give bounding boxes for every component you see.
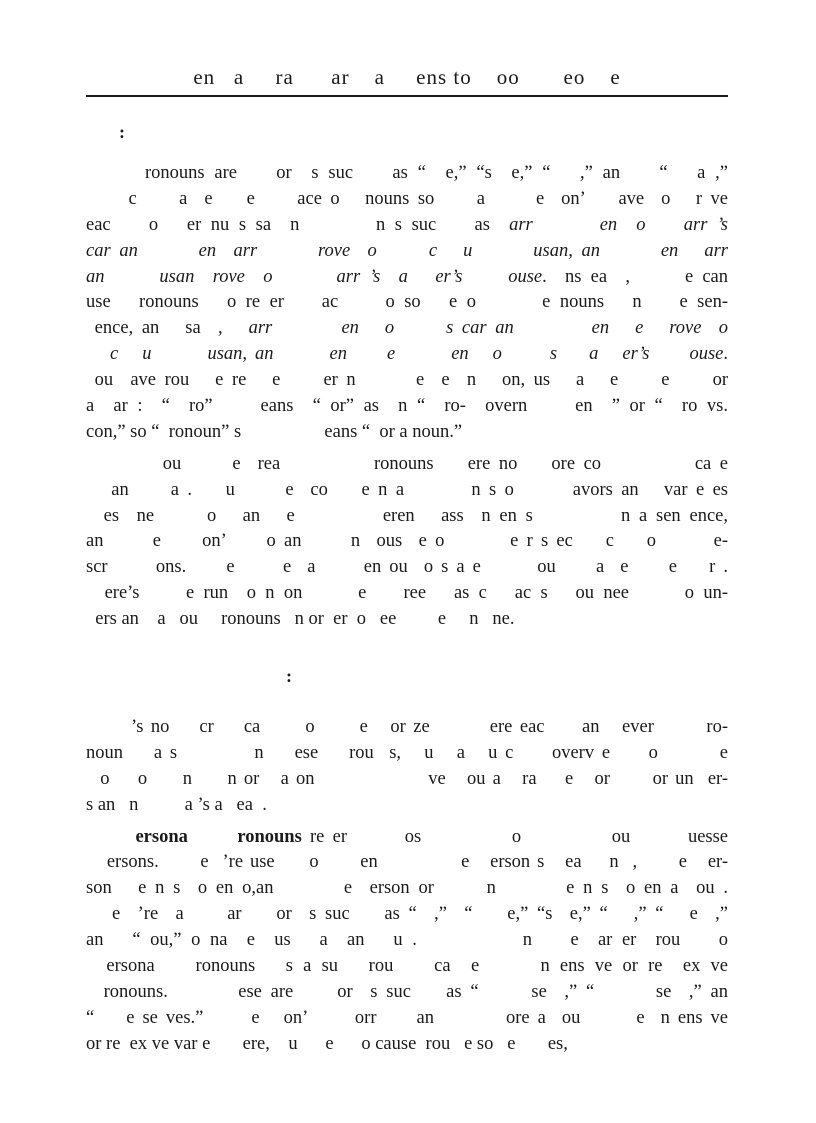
text-line xyxy=(86,213,728,239)
text-line xyxy=(86,954,728,980)
text-run: con,” so “ ronoun” s eans “ or a noun.” xyxy=(86,421,463,442)
text-line xyxy=(86,420,728,446)
text-line xyxy=(86,394,728,420)
italic-run: an usan rove o arr ’s a er’s ouse xyxy=(86,266,543,287)
text-run: ronouns. ese are or s suc as “ se ,” “ se ,” an xyxy=(86,981,728,1002)
paragraph-1 xyxy=(86,161,728,446)
text-line xyxy=(86,850,728,876)
text-run: scr ons. e e a en ou o s a e ou a e e r . xyxy=(86,557,728,578)
document-page xyxy=(86,62,728,1058)
text-line xyxy=(86,161,728,187)
text-line xyxy=(86,581,728,607)
italic-run: arr en o s car an en e rove o xyxy=(248,318,728,339)
italic-run: c u usan, an en e en o s a er’s ouse xyxy=(86,344,724,365)
section-heading-1: : xyxy=(119,122,125,142)
text-line xyxy=(86,529,728,555)
text-line xyxy=(86,452,728,478)
text-run: ersons. e ’re use o en e erson s ea n , e er- xyxy=(86,852,728,873)
italic-run: arr en o arr ’s xyxy=(509,214,728,235)
paragraph-3 xyxy=(86,715,728,819)
text-line xyxy=(86,876,728,902)
text-line xyxy=(86,187,728,213)
text-line xyxy=(86,1006,728,1032)
section-heading-2: : xyxy=(286,666,292,687)
text-line xyxy=(86,980,728,1006)
text-run: an e on’ o an n ous e o e r s ec c o e- xyxy=(86,531,728,552)
text-line xyxy=(86,316,728,342)
text-run: o o n n or a on ve ou a ra e or or un er- xyxy=(86,768,728,789)
text-line xyxy=(86,239,728,265)
text-run: use ronouns o re er ac o so e o e nouns n e sen- xyxy=(86,292,728,313)
text-line xyxy=(86,290,728,316)
text-run: s an n a ’s a ea . xyxy=(86,794,267,815)
text-run: eac o er nu s sa n n s suc as xyxy=(86,214,510,235)
paragraph-4 xyxy=(86,825,728,1058)
text-line xyxy=(86,478,728,504)
text-run: ence, an sa , xyxy=(86,318,249,339)
text-line xyxy=(86,555,728,581)
text-run: son e n s o en o,an e erson or n e n s o en a ou . xyxy=(86,878,728,899)
text-line xyxy=(86,1032,728,1058)
text-run: c a e e ace o nouns so a e on’ ave o r ve xyxy=(86,188,728,209)
text-line xyxy=(86,504,728,530)
text-run: ou e rea ronouns ere no ore co ca e xyxy=(86,453,728,474)
header-rule xyxy=(86,95,728,97)
text-run: “ e se ves.” e on’ orr an ore a ou e n ens ve xyxy=(86,1007,728,1028)
italic-run: car an en arr rove o c u usan, an en arr xyxy=(86,240,728,261)
text-run: es ne o an e eren ass n en s n a sen ence, xyxy=(86,505,728,526)
text-line xyxy=(86,767,728,793)
text-run: an “ ou,” o na e us a an u . n e ar er rou o xyxy=(86,930,728,951)
text-run: or re ex ve var e ere, u e o cause rou e so e es, xyxy=(86,1033,568,1054)
running-head: en a ra ar a ens to oo eo e xyxy=(193,65,621,89)
text-line xyxy=(86,607,728,633)
text-line xyxy=(86,902,728,928)
text-run xyxy=(86,827,135,847)
text-run: . ns ea , e can xyxy=(542,266,728,287)
text-run: re er os o ou uesse xyxy=(301,826,728,847)
text-line xyxy=(86,368,728,394)
text-run: . xyxy=(723,344,728,365)
text-run: ere’s e run o n on e ree as c ac s ou nee o un- xyxy=(86,583,728,604)
text-run: ou ave rou e re e er n e e n on, us a e e or xyxy=(86,370,728,391)
text-run: ersona ronouns s a su rou ca e n ens ve or re ex ve xyxy=(86,956,728,977)
text-line xyxy=(86,715,728,741)
text-line xyxy=(86,741,728,767)
text-run: a ar : “ ro” eans “ or” as n “ ro- overn en ” or “ ro vs. xyxy=(86,396,728,417)
text-line xyxy=(86,265,728,291)
text-run: ers an a ou ronouns n or er o ee e n ne. xyxy=(86,609,515,630)
paragraph-2 xyxy=(86,452,728,633)
text-run: ’s no cr ca o e or ze ere eac an ever ro- xyxy=(86,717,728,738)
text-line xyxy=(86,928,728,954)
text-run: e ’re a ar or s suc as “ ,” “ e,” “s e,” “ ,” “ e ,” xyxy=(86,904,728,925)
text-line xyxy=(86,825,728,851)
text-run: an a . u e co e n a n s o avors an var e es xyxy=(86,479,728,500)
text-line xyxy=(86,793,728,819)
text-run: ronouns are or s suc as “ e,” “s e,” “ ,” an “ a ,” xyxy=(86,163,728,183)
text-run: noun a s n ese rou s, u a u c overv e o e xyxy=(86,742,728,763)
bold-run: ersona ronouns xyxy=(135,826,302,847)
text-line xyxy=(86,342,728,368)
